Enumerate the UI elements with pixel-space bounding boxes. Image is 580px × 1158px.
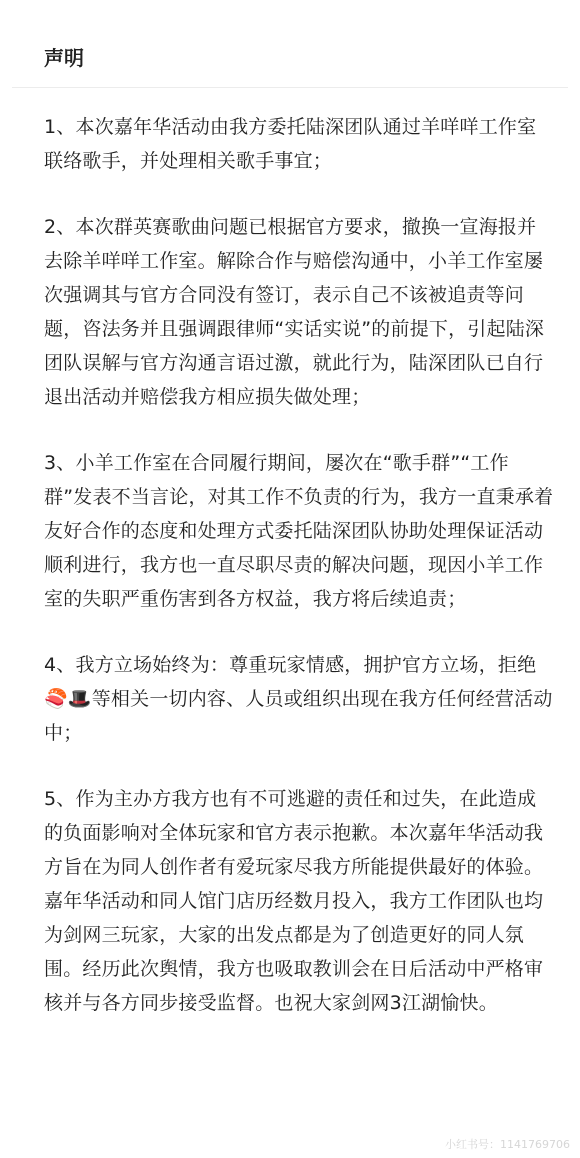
watermark: 小红书号：1141769706 bbox=[445, 1138, 570, 1151]
divider bbox=[12, 87, 568, 88]
paragraph-1: 1、本次嘉年华活动由我方委托陆深团队通过羊咩咩工作室联络歌手，并处理相关歌手事宜； bbox=[44, 116, 537, 172]
page-title: 声明 bbox=[44, 46, 84, 70]
paragraph-3: 3、小羊工作室在合同履行期间，屡次在“歌手群”“工作群”发表不当言论，对其工作不负责的行为，我方一直秉承着友好合作的态度和处理方式委托陆深团队协助处理保证活动顺利进行，我方也一直尽职尽责的解决问题，现因小羊工作室的失职严重伤害到各方权益，我方将后续追责； bbox=[44, 452, 554, 610]
paragraph-5: 5、作为主办方我方也有不可逃避的责任和过失，在此造成的负面影响对全体玩家和官方表示抱歉。本次嘉年华活动我方旨在为同人创作者有爱玩家尽我方所能提供最好的体验。嘉年华活动和同人馆门店历经数月投入，我方工作团队也均为剑网三玩家，大家的出发点都是为了创造更好的同人氛围。经历此次舆情，我方也吸取教训会在日后活动中严格审核并与各方同步接受监督。也祝大家剑网3江湖愉快。 bbox=[44, 788, 544, 1014]
statement-body bbox=[44, 110, 554, 1052]
paragraph-4: 4、我方立场始终为：尊重玩家情感，拥护官方立场，拒绝🍣🎩等相关一切内容、人员或组织出现在我方任何经营活动中； bbox=[44, 654, 553, 744]
paragraph-2: 2、本次群英赛歌曲问题已根据官方要求，撤换一宣海报并去除羊咩咩工作室。解除合作与赔偿沟通中，小羊工作室屡次强调其与官方合同没有签订，表示自己不该被追责等问题，咨法务并且强调跟律师“实话实说”的前提下，引起陆深团队误解与官方沟通言语过激，就此行为，陆深团队已自行退出活动并赔偿我方相应损失做处理； bbox=[44, 216, 545, 408]
